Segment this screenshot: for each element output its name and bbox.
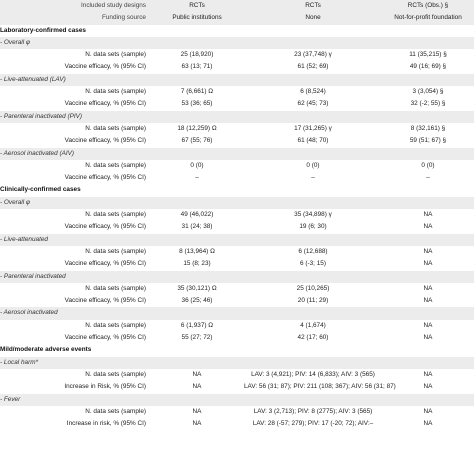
table-row: [0, 369, 474, 381]
cell-col-3: 0 (0): [421, 161, 435, 169]
table-row: [0, 295, 474, 307]
table-row: [0, 381, 474, 393]
row-label: N. data sets (sample): [85, 370, 146, 378]
subgroup-heading: [0, 148, 474, 160]
cell-col-2: 61 (52; 69): [297, 63, 329, 71]
cell-col-2: 61 (48; 70): [297, 137, 329, 145]
cell-col-1: 25 (18,920): [180, 51, 214, 59]
cell-col-2: LAV: 28 (-57; 279); PIV: 17 (-20; 72); AIV:–: [252, 420, 374, 428]
cell-col-3: –: [426, 174, 430, 182]
subgroup-heading: [0, 234, 474, 246]
subgroup-title: - Local harm*: [0, 358, 39, 366]
cell-col-1: NA: [192, 407, 202, 415]
cell-col-2: 6 (-3; 15): [300, 260, 326, 268]
row-label: N. data sets (sample): [85, 161, 146, 169]
cell-col-3: 11 (35,215) §: [409, 51, 447, 59]
subgroup-title: - Live-attenuated (LAV): [0, 75, 66, 83]
table-row: [0, 332, 474, 344]
row-label: N. data sets (sample): [85, 284, 146, 292]
cell-col-2: RCTs: [305, 2, 321, 9]
cell-col-1: NA: [192, 383, 202, 391]
table-row: [0, 160, 474, 172]
row-label: N. data sets (sample): [85, 51, 146, 59]
cell-col-3: 49 (16; 69) §: [409, 63, 447, 71]
section-title: Mild/moderate adverse events: [0, 346, 92, 354]
subgroup-title: - Live-attenuated: [0, 235, 48, 243]
subgroup-title: - Parenteral inactivated (PIV): [0, 112, 83, 120]
table-row: [0, 221, 474, 233]
subgroup-heading: [0, 271, 474, 283]
cell-col-2: LAV: 56 (31; 87); PIV: 211 (108; 367); AIV: 56 (31; 87): [244, 383, 396, 391]
cell-col-1: 18 (12,259) Ω: [177, 124, 217, 132]
row-label: Vaccine efficacy, % (95% CI): [64, 174, 146, 182]
cell-col-3: NA: [423, 321, 433, 329]
row-label: Increase in risk, % (95% CI): [66, 420, 146, 428]
cell-col-1: 55 (27; 72): [181, 334, 213, 342]
table-row: [0, 283, 474, 295]
table-row: [0, 406, 474, 418]
cell-col-2: 25 (10,265): [296, 284, 330, 292]
cell-col-1: NA: [192, 420, 202, 428]
cell-col-1: 31 (24; 38): [181, 223, 213, 231]
cell-col-3: NA: [423, 284, 433, 292]
row-label: N. data sets (sample): [85, 407, 146, 415]
table-row: [0, 98, 474, 110]
cell-col-1: RCTs: [189, 2, 205, 9]
subgroup-title: - Aerosol inactivated (AIV): [0, 149, 74, 157]
cell-col-2: 6 (12,688): [298, 247, 328, 255]
header-row: [0, 12, 474, 24]
cell-col-3: Not-for-profit foundation: [394, 14, 462, 22]
table-row: [0, 61, 474, 73]
cell-col-1: 67 (55; 76): [181, 137, 213, 145]
row-label: N. data sets (sample): [85, 88, 146, 96]
cell-col-2: 19 (6; 30): [299, 223, 327, 231]
table-row: [0, 209, 474, 221]
row-label: Vaccine efficacy, % (95% CI): [64, 260, 146, 268]
subgroup-heading: [0, 111, 474, 123]
section-heading: [0, 184, 474, 196]
header-row: [0, 0, 474, 12]
subgroup-title: - Overall φ: [0, 38, 31, 46]
cell-col-2: 6 (8,524): [300, 88, 326, 96]
subgroup-heading: [0, 357, 474, 369]
subgroup-title: - Aerosol inactivated: [0, 309, 58, 317]
section-title: Laboratory-confirmed cases: [0, 26, 86, 34]
subgroup-title: - Parenteral inactivated: [0, 272, 66, 280]
cell-col-1: 8 (13,964) Ω: [179, 247, 215, 255]
cell-col-1: 0 (0): [190, 161, 204, 169]
table-row: [0, 172, 474, 184]
cell-col-2: 20 (11; 29): [297, 297, 329, 305]
row-label: Included study designs: [80, 2, 146, 9]
cell-col-2: 62 (45; 73): [297, 100, 329, 108]
table-row: [0, 320, 474, 332]
cell-col-2: 35 (34,898) γ: [294, 211, 332, 219]
cell-col-2: 42 (17; 60): [297, 334, 329, 342]
table-row: [0, 135, 474, 147]
cell-col-3: NA: [423, 247, 433, 255]
row-label: Vaccine efficacy, % (95% CI): [64, 297, 146, 305]
cell-col-3: 8 (32,161) §: [410, 124, 446, 132]
cell-col-2: None: [305, 14, 321, 22]
row-label: N. data sets (sample): [85, 124, 146, 132]
cell-col-3: 59 (51; 67) §: [409, 137, 447, 145]
cell-col-1: 6 (1,937) Ω: [180, 321, 214, 329]
cell-col-1: 35 (30,121) Ω: [177, 284, 217, 292]
row-label: Funding source: [101, 14, 146, 22]
section-heading: [0, 344, 474, 356]
table-row: [0, 86, 474, 98]
cell-col-2: LAV: 3 (4,921); PIV: 14 (6,833); AIV: 3 (565): [251, 370, 375, 378]
cell-col-3: RCTs (Obs.) §: [407, 2, 449, 9]
cell-col-1: 63 (13; 71): [181, 63, 213, 71]
cell-col-2: 4 (1,674): [300, 321, 326, 329]
cell-col-1: 15 (8; 23): [183, 260, 211, 268]
cell-col-1: Public institutions: [172, 14, 222, 22]
cell-col-3: 3 (3,054) §: [412, 88, 444, 96]
cell-col-2: LAV: 3 (2,713); PIV: 8 (2775); AIV: 3 (565): [253, 407, 373, 415]
cell-col-2: 17 (31,265) γ: [294, 124, 332, 132]
cell-col-1: 53 (36; 65): [181, 100, 213, 108]
row-label: N. data sets (sample): [85, 247, 146, 255]
cell-col-1: 36 (25; 46): [181, 297, 213, 305]
table-row: [0, 418, 474, 430]
subgroup-heading: [0, 197, 474, 209]
row-label: Vaccine efficacy, % (95% CI): [64, 63, 146, 71]
table-row: [0, 49, 474, 61]
table-row: [0, 246, 474, 258]
cell-col-1: NA: [192, 370, 202, 378]
subgroup-heading: [0, 74, 474, 86]
cell-col-3: NA: [423, 370, 433, 378]
row-label: N. data sets (sample): [85, 211, 146, 219]
cell-col-2: –: [311, 174, 315, 182]
cell-col-3: NA: [423, 407, 433, 415]
section-heading: [0, 25, 474, 37]
subgroup-title: - Fever: [0, 395, 21, 403]
cell-col-3: NA: [423, 420, 433, 428]
row-label: Vaccine efficacy, % (95% CI): [64, 334, 146, 342]
cell-col-3: NA: [423, 260, 433, 268]
table-row: [0, 123, 474, 135]
cell-col-3: NA: [423, 223, 433, 231]
subgroup-heading: [0, 394, 474, 406]
subgroup-title: - Overall φ: [0, 198, 31, 206]
row-label: Vaccine efficacy, % (95% CI): [64, 137, 146, 145]
cell-col-3: NA: [423, 383, 433, 391]
row-label: Vaccine efficacy, % (95% CI): [64, 100, 146, 108]
subgroup-heading: [0, 307, 474, 319]
cell-col-1: 49 (46,022): [180, 211, 214, 219]
cell-col-1: 7 (6,661) Ω: [180, 88, 214, 96]
row-label: Increase in Risk, % (95% CI): [64, 383, 146, 391]
subgroup-heading: [0, 37, 474, 49]
cell-col-3: NA: [423, 334, 433, 342]
row-label: Vaccine efficacy, % (95% CI): [64, 223, 146, 231]
cell-col-1: –: [195, 174, 199, 182]
cell-col-3: 32 (-2; 55) §: [410, 100, 446, 108]
table-row: [0, 258, 474, 270]
cell-col-3: NA: [423, 297, 433, 305]
cell-col-2: 0 (0): [306, 161, 320, 169]
row-label: N. data sets (sample): [85, 321, 146, 329]
cell-col-2: 23 (37,748) γ: [294, 51, 332, 59]
section-title: Clinically-confirmed cases: [0, 186, 81, 194]
cell-col-3: NA: [423, 211, 433, 219]
